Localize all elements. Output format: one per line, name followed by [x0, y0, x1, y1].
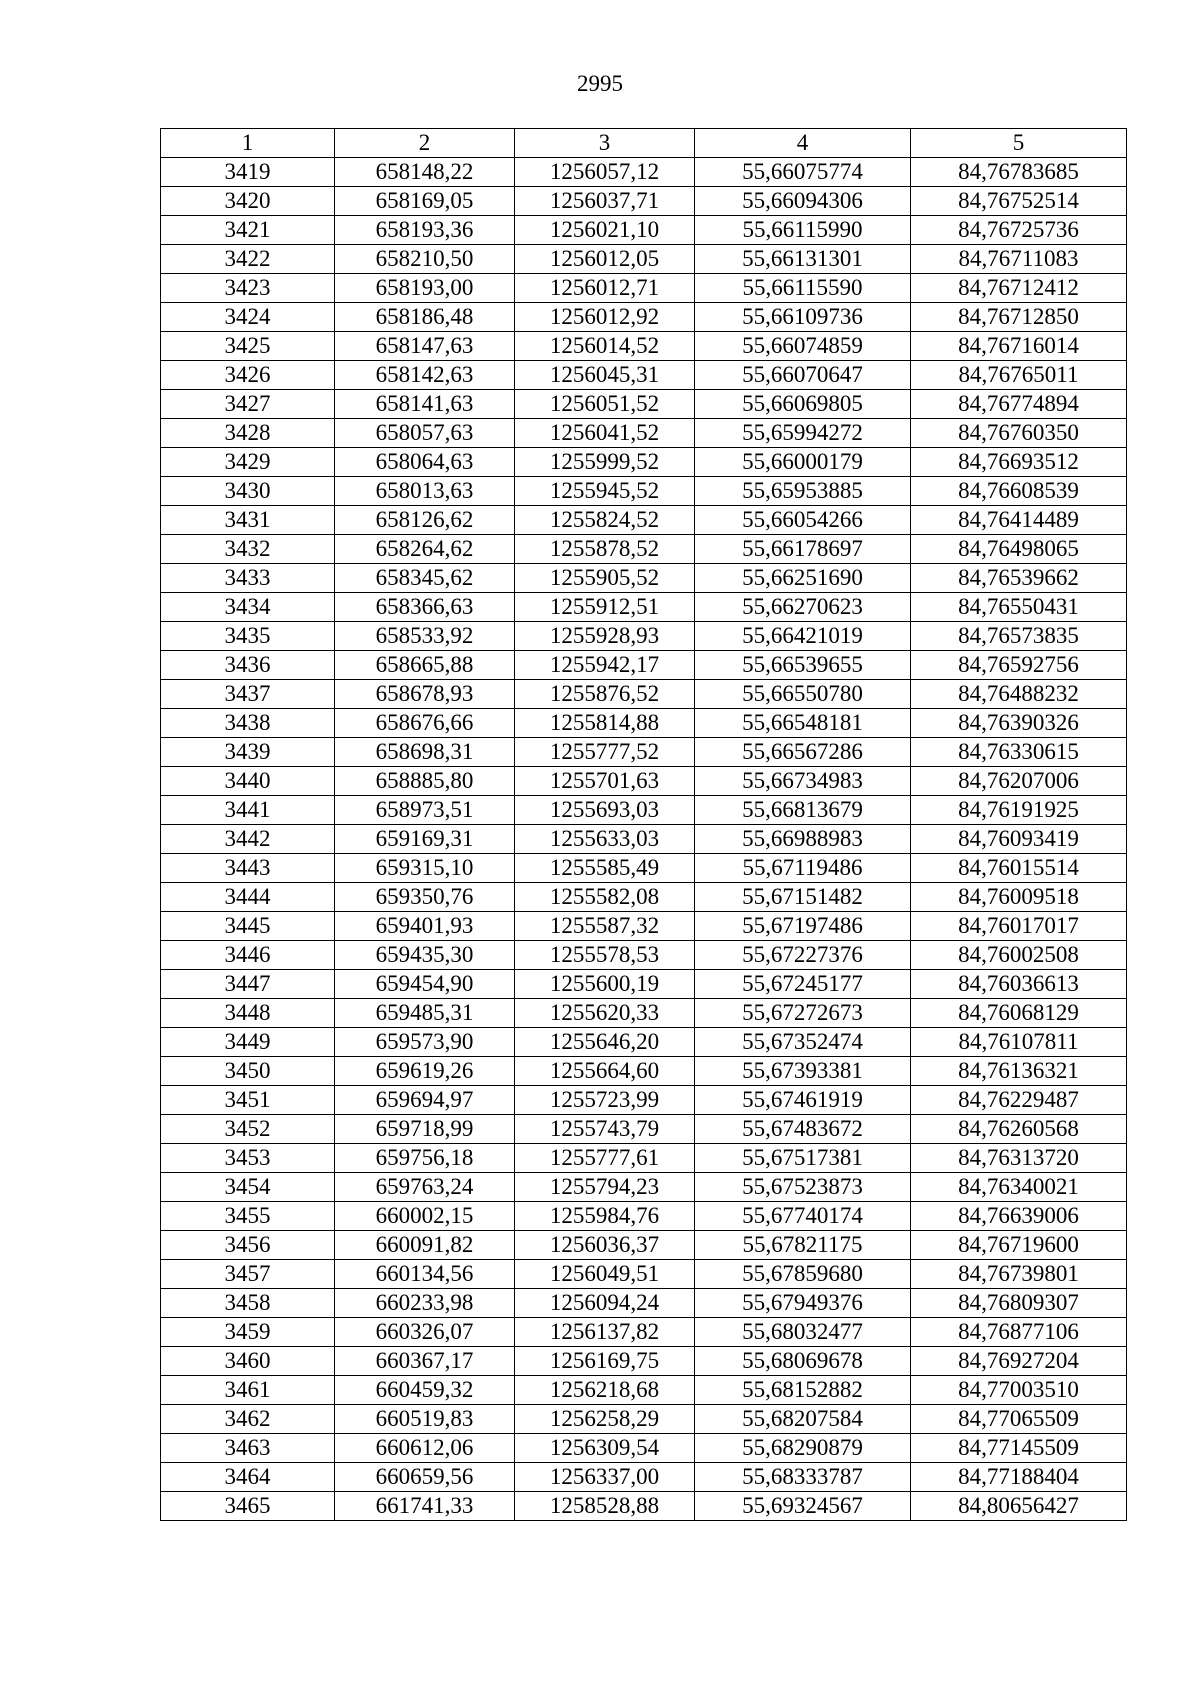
- longitude-cell: 84,76592756: [911, 651, 1127, 680]
- x-coordinate-cell: 658345,62: [335, 564, 515, 593]
- x-coordinate-cell: 658665,88: [335, 651, 515, 680]
- point-number-cell: 3444: [161, 883, 335, 912]
- point-number-cell: 3451: [161, 1086, 335, 1115]
- longitude-cell: 84,76136321: [911, 1057, 1127, 1086]
- table-row: [161, 274, 1127, 303]
- longitude-cell: 84,76488232: [911, 680, 1127, 709]
- latitude-cell: 55,67461919: [695, 1086, 911, 1115]
- x-coordinate-cell: 660459,32: [335, 1376, 515, 1405]
- column-header-1: 1: [161, 129, 335, 158]
- longitude-cell: 84,76093419: [911, 825, 1127, 854]
- table-row: [161, 651, 1127, 680]
- latitude-cell: 55,68069678: [695, 1347, 911, 1376]
- table-row: [161, 1434, 1127, 1463]
- y-coordinate-cell: 1256037,71: [515, 187, 695, 216]
- longitude-cell: 84,76809307: [911, 1289, 1127, 1318]
- y-coordinate-cell: 1255794,23: [515, 1173, 695, 1202]
- y-coordinate-cell: 1256036,37: [515, 1231, 695, 1260]
- y-coordinate-cell: 1255928,93: [515, 622, 695, 651]
- table-row: [161, 158, 1127, 187]
- longitude-cell: 84,76009518: [911, 883, 1127, 912]
- point-number-cell: 3458: [161, 1289, 335, 1318]
- x-coordinate-cell: 661741,33: [335, 1492, 515, 1521]
- y-coordinate-cell: 1256012,05: [515, 245, 695, 274]
- table-row: [161, 738, 1127, 767]
- longitude-cell: 84,76207006: [911, 767, 1127, 796]
- latitude-cell: 55,67352474: [695, 1028, 911, 1057]
- latitude-cell: 55,67483672: [695, 1115, 911, 1144]
- point-number-cell: 3420: [161, 187, 335, 216]
- header-row: [161, 129, 1127, 158]
- longitude-cell: 84,76107811: [911, 1028, 1127, 1057]
- y-coordinate-cell: 1255777,52: [515, 738, 695, 767]
- y-coordinate-cell: 1255578,53: [515, 941, 695, 970]
- latitude-cell: 55,66567286: [695, 738, 911, 767]
- table-row: [161, 1173, 1127, 1202]
- point-number-cell: 3438: [161, 709, 335, 738]
- point-number-cell: 3426: [161, 361, 335, 390]
- latitude-cell: 55,67740174: [695, 1202, 911, 1231]
- y-coordinate-cell: 1255999,52: [515, 448, 695, 477]
- y-coordinate-cell: 1255912,51: [515, 593, 695, 622]
- y-coordinate-cell: 1256309,54: [515, 1434, 695, 1463]
- table-row: [161, 1028, 1127, 1057]
- table-row: [161, 1115, 1127, 1144]
- y-coordinate-cell: 1256049,51: [515, 1260, 695, 1289]
- point-number-cell: 3450: [161, 1057, 335, 1086]
- latitude-cell: 55,68032477: [695, 1318, 911, 1347]
- point-number-cell: 3453: [161, 1144, 335, 1173]
- y-coordinate-cell: 1255723,99: [515, 1086, 695, 1115]
- table-row: [161, 796, 1127, 825]
- x-coordinate-cell: 658186,48: [335, 303, 515, 332]
- table-row: [161, 564, 1127, 593]
- x-coordinate-cell: 659350,76: [335, 883, 515, 912]
- latitude-cell: 55,66115590: [695, 274, 911, 303]
- table-header: [161, 129, 1127, 158]
- point-number-cell: 3455: [161, 1202, 335, 1231]
- table-row: [161, 361, 1127, 390]
- x-coordinate-cell: 658533,92: [335, 622, 515, 651]
- latitude-cell: 55,68333787: [695, 1463, 911, 1492]
- table-row: [161, 1376, 1127, 1405]
- x-coordinate-cell: 659169,31: [335, 825, 515, 854]
- y-coordinate-cell: 1256045,31: [515, 361, 695, 390]
- longitude-cell: 84,76539662: [911, 564, 1127, 593]
- table-row: [161, 767, 1127, 796]
- x-coordinate-cell: 659694,97: [335, 1086, 515, 1115]
- longitude-cell: 84,77145509: [911, 1434, 1127, 1463]
- x-coordinate-cell: 658193,00: [335, 274, 515, 303]
- table-row: [161, 1289, 1127, 1318]
- longitude-cell: 84,76036613: [911, 970, 1127, 999]
- column-header-5: 5: [911, 129, 1127, 158]
- table-row: [161, 1492, 1127, 1521]
- x-coordinate-cell: 658057,63: [335, 419, 515, 448]
- y-coordinate-cell: 1256094,24: [515, 1289, 695, 1318]
- latitude-cell: 55,67119486: [695, 854, 911, 883]
- x-coordinate-cell: 658148,22: [335, 158, 515, 187]
- x-coordinate-cell: 659401,93: [335, 912, 515, 941]
- longitude-cell: 84,76719600: [911, 1231, 1127, 1260]
- x-coordinate-cell: 658264,62: [335, 535, 515, 564]
- table-row: [161, 477, 1127, 506]
- longitude-cell: 84,76725736: [911, 216, 1127, 245]
- point-number-cell: 3464: [161, 1463, 335, 1492]
- point-number-cell: 3433: [161, 564, 335, 593]
- x-coordinate-cell: 660612,06: [335, 1434, 515, 1463]
- y-coordinate-cell: 1255905,52: [515, 564, 695, 593]
- longitude-cell: 84,76229487: [911, 1086, 1127, 1115]
- y-coordinate-cell: 1255876,52: [515, 680, 695, 709]
- point-number-cell: 3452: [161, 1115, 335, 1144]
- longitude-cell: 84,77003510: [911, 1376, 1127, 1405]
- table-row: [161, 332, 1127, 361]
- y-coordinate-cell: 1255701,63: [515, 767, 695, 796]
- table-row: [161, 941, 1127, 970]
- point-number-cell: 3429: [161, 448, 335, 477]
- longitude-cell: 84,76739801: [911, 1260, 1127, 1289]
- column-header-4: 4: [695, 129, 911, 158]
- latitude-cell: 55,66550780: [695, 680, 911, 709]
- table-row: [161, 1347, 1127, 1376]
- table-row: [161, 1086, 1127, 1115]
- latitude-cell: 55,66251690: [695, 564, 911, 593]
- longitude-cell: 84,76712850: [911, 303, 1127, 332]
- y-coordinate-cell: 1256218,68: [515, 1376, 695, 1405]
- table-row: [161, 622, 1127, 651]
- y-coordinate-cell: 1258528,88: [515, 1492, 695, 1521]
- point-number-cell: 3436: [161, 651, 335, 680]
- latitude-cell: 55,68207584: [695, 1405, 911, 1434]
- table-row: [161, 883, 1127, 912]
- table-row: [161, 854, 1127, 883]
- y-coordinate-cell: 1255587,32: [515, 912, 695, 941]
- latitude-cell: 55,67197486: [695, 912, 911, 941]
- y-coordinate-cell: 1255814,88: [515, 709, 695, 738]
- latitude-cell: 55,66548181: [695, 709, 911, 738]
- longitude-cell: 84,76498065: [911, 535, 1127, 564]
- longitude-cell: 84,76712412: [911, 274, 1127, 303]
- longitude-cell: 84,76877106: [911, 1318, 1127, 1347]
- longitude-cell: 84,76639006: [911, 1202, 1127, 1231]
- point-number-cell: 3435: [161, 622, 335, 651]
- latitude-cell: 55,67523873: [695, 1173, 911, 1202]
- latitude-cell: 55,66075774: [695, 158, 911, 187]
- latitude-cell: 55,66115990: [695, 216, 911, 245]
- latitude-cell: 55,67272673: [695, 999, 911, 1028]
- latitude-cell: 55,67821175: [695, 1231, 911, 1260]
- point-number-cell: 3446: [161, 941, 335, 970]
- longitude-cell: 84,76414489: [911, 506, 1127, 535]
- x-coordinate-cell: 658142,63: [335, 361, 515, 390]
- y-coordinate-cell: 1255743,79: [515, 1115, 695, 1144]
- point-number-cell: 3463: [161, 1434, 335, 1463]
- point-number-cell: 3428: [161, 419, 335, 448]
- x-coordinate-cell: 658193,36: [335, 216, 515, 245]
- longitude-cell: 84,76550431: [911, 593, 1127, 622]
- longitude-cell: 84,76330615: [911, 738, 1127, 767]
- table-row: [161, 535, 1127, 564]
- longitude-cell: 84,76068129: [911, 999, 1127, 1028]
- x-coordinate-cell: 658126,62: [335, 506, 515, 535]
- longitude-cell: 84,76765011: [911, 361, 1127, 390]
- y-coordinate-cell: 1256012,92: [515, 303, 695, 332]
- latitude-cell: 55,65994272: [695, 419, 911, 448]
- latitude-cell: 55,67859680: [695, 1260, 911, 1289]
- latitude-cell: 55,66069805: [695, 390, 911, 419]
- point-number-cell: 3432: [161, 535, 335, 564]
- point-number-cell: 3461: [161, 1376, 335, 1405]
- y-coordinate-cell: 1256169,75: [515, 1347, 695, 1376]
- x-coordinate-cell: 658973,51: [335, 796, 515, 825]
- x-coordinate-cell: 658678,93: [335, 680, 515, 709]
- longitude-cell: 84,76711083: [911, 245, 1127, 274]
- x-coordinate-cell: 658141,63: [335, 390, 515, 419]
- latitude-cell: 55,66421019: [695, 622, 911, 651]
- longitude-cell: 84,76760350: [911, 419, 1127, 448]
- table-row: [161, 709, 1127, 738]
- x-coordinate-cell: 658366,63: [335, 593, 515, 622]
- point-number-cell: 3439: [161, 738, 335, 767]
- y-coordinate-cell: 1255942,17: [515, 651, 695, 680]
- y-coordinate-cell: 1256057,12: [515, 158, 695, 187]
- point-number-cell: 3459: [161, 1318, 335, 1347]
- latitude-cell: 55,66988983: [695, 825, 911, 854]
- table-body: [161, 158, 1127, 1521]
- x-coordinate-cell: 660233,98: [335, 1289, 515, 1318]
- table-row: [161, 1260, 1127, 1289]
- latitude-cell: 55,66734983: [695, 767, 911, 796]
- x-coordinate-cell: 658169,05: [335, 187, 515, 216]
- x-coordinate-cell: 660326,07: [335, 1318, 515, 1347]
- y-coordinate-cell: 1255664,60: [515, 1057, 695, 1086]
- y-coordinate-cell: 1255585,49: [515, 854, 695, 883]
- longitude-cell: 84,76015514: [911, 854, 1127, 883]
- point-number-cell: 3423: [161, 274, 335, 303]
- x-coordinate-cell: 658013,63: [335, 477, 515, 506]
- latitude-cell: 55,69324567: [695, 1492, 911, 1521]
- x-coordinate-cell: 660659,56: [335, 1463, 515, 1492]
- longitude-cell: 84,76608539: [911, 477, 1127, 506]
- table-row: [161, 448, 1127, 477]
- table-row: [161, 1318, 1127, 1347]
- x-coordinate-cell: 658064,63: [335, 448, 515, 477]
- point-number-cell: 3449: [161, 1028, 335, 1057]
- point-number-cell: 3454: [161, 1173, 335, 1202]
- page-number: 2995: [577, 71, 623, 96]
- x-coordinate-cell: 658698,31: [335, 738, 515, 767]
- longitude-cell: 84,76716014: [911, 332, 1127, 361]
- table-row: [161, 506, 1127, 535]
- longitude-cell: 84,76693512: [911, 448, 1127, 477]
- table-row: [161, 390, 1127, 419]
- latitude-cell: 55,67949376: [695, 1289, 911, 1318]
- point-number-cell: 3422: [161, 245, 335, 274]
- y-coordinate-cell: 1256021,10: [515, 216, 695, 245]
- y-coordinate-cell: 1255777,61: [515, 1144, 695, 1173]
- y-coordinate-cell: 1256012,71: [515, 274, 695, 303]
- table-row: [161, 1202, 1127, 1231]
- latitude-cell: 55,66074859: [695, 332, 911, 361]
- y-coordinate-cell: 1255878,52: [515, 535, 695, 564]
- y-coordinate-cell: 1255693,03: [515, 796, 695, 825]
- point-number-cell: 3456: [161, 1231, 335, 1260]
- latitude-cell: 55,66109736: [695, 303, 911, 332]
- table-row: [161, 216, 1127, 245]
- longitude-cell: 84,76783685: [911, 158, 1127, 187]
- latitude-cell: 55,67245177: [695, 970, 911, 999]
- table-row: [161, 1463, 1127, 1492]
- x-coordinate-cell: 658210,50: [335, 245, 515, 274]
- point-number-cell: 3465: [161, 1492, 335, 1521]
- column-header-3: 3: [515, 129, 695, 158]
- x-coordinate-cell: 659315,10: [335, 854, 515, 883]
- latitude-cell: 55,66539655: [695, 651, 911, 680]
- table-row: [161, 187, 1127, 216]
- longitude-cell: 84,76340021: [911, 1173, 1127, 1202]
- table-row: [161, 912, 1127, 941]
- x-coordinate-cell: 660367,17: [335, 1347, 515, 1376]
- x-coordinate-cell: 658885,80: [335, 767, 515, 796]
- latitude-cell: 55,66070647: [695, 361, 911, 390]
- y-coordinate-cell: 1256051,52: [515, 390, 695, 419]
- point-number-cell: 3460: [161, 1347, 335, 1376]
- x-coordinate-cell: 659718,99: [335, 1115, 515, 1144]
- point-number-cell: 3425: [161, 332, 335, 361]
- y-coordinate-cell: 1255600,19: [515, 970, 695, 999]
- longitude-cell: 84,76017017: [911, 912, 1127, 941]
- latitude-cell: 55,67517381: [695, 1144, 911, 1173]
- point-number-cell: 3457: [161, 1260, 335, 1289]
- table-row: [161, 1144, 1127, 1173]
- x-coordinate-cell: 658676,66: [335, 709, 515, 738]
- latitude-cell: 55,65953885: [695, 477, 911, 506]
- longitude-cell: 84,76774894: [911, 390, 1127, 419]
- point-number-cell: 3419: [161, 158, 335, 187]
- longitude-cell: 84,80656427: [911, 1492, 1127, 1521]
- point-number-cell: 3431: [161, 506, 335, 535]
- x-coordinate-cell: 660091,82: [335, 1231, 515, 1260]
- table-row: [161, 970, 1127, 999]
- x-coordinate-cell: 659619,26: [335, 1057, 515, 1086]
- y-coordinate-cell: 1255620,33: [515, 999, 695, 1028]
- latitude-cell: 55,66270623: [695, 593, 911, 622]
- point-number-cell: 3443: [161, 854, 335, 883]
- point-number-cell: 3442: [161, 825, 335, 854]
- table-row: [161, 419, 1127, 448]
- longitude-cell: 84,77188404: [911, 1463, 1127, 1492]
- table-row: [161, 1057, 1127, 1086]
- y-coordinate-cell: 1255824,52: [515, 506, 695, 535]
- table-row: [161, 245, 1127, 274]
- longitude-cell: 84,76191925: [911, 796, 1127, 825]
- table-row: [161, 680, 1127, 709]
- longitude-cell: 84,77065509: [911, 1405, 1127, 1434]
- longitude-cell: 84,76927204: [911, 1347, 1127, 1376]
- y-coordinate-cell: 1255646,20: [515, 1028, 695, 1057]
- latitude-cell: 55,66094306: [695, 187, 911, 216]
- longitude-cell: 84,76573835: [911, 622, 1127, 651]
- y-coordinate-cell: 1255582,08: [515, 883, 695, 912]
- y-coordinate-cell: 1256258,29: [515, 1405, 695, 1434]
- table-row: [161, 593, 1127, 622]
- point-number-cell: 3421: [161, 216, 335, 245]
- x-coordinate-cell: 659573,90: [335, 1028, 515, 1057]
- latitude-cell: 55,66813679: [695, 796, 911, 825]
- x-coordinate-cell: 659763,24: [335, 1173, 515, 1202]
- point-number-cell: 3427: [161, 390, 335, 419]
- longitude-cell: 84,76260568: [911, 1115, 1127, 1144]
- point-number-cell: 3447: [161, 970, 335, 999]
- latitude-cell: 55,66178697: [695, 535, 911, 564]
- x-coordinate-cell: 659485,31: [335, 999, 515, 1028]
- x-coordinate-cell: 659454,90: [335, 970, 515, 999]
- point-number-cell: 3437: [161, 680, 335, 709]
- longitude-cell: 84,76390326: [911, 709, 1127, 738]
- table-row: [161, 303, 1127, 332]
- longitude-cell: 84,76002508: [911, 941, 1127, 970]
- table-row: [161, 999, 1127, 1028]
- table-row: [161, 1231, 1127, 1260]
- x-coordinate-cell: 659435,30: [335, 941, 515, 970]
- y-coordinate-cell: 1256014,52: [515, 332, 695, 361]
- point-number-cell: 3424: [161, 303, 335, 332]
- y-coordinate-cell: 1256041,52: [515, 419, 695, 448]
- point-number-cell: 3430: [161, 477, 335, 506]
- x-coordinate-cell: 660134,56: [335, 1260, 515, 1289]
- latitude-cell: 55,68290879: [695, 1434, 911, 1463]
- x-coordinate-cell: 660002,15: [335, 1202, 515, 1231]
- point-number-cell: 3434: [161, 593, 335, 622]
- latitude-cell: 55,66054266: [695, 506, 911, 535]
- y-coordinate-cell: 1255984,76: [515, 1202, 695, 1231]
- point-number-cell: 3441: [161, 796, 335, 825]
- table-row: [161, 1405, 1127, 1434]
- point-number-cell: 3440: [161, 767, 335, 796]
- column-header-2: 2: [335, 129, 515, 158]
- coordinates-table: [160, 128, 1127, 1521]
- x-coordinate-cell: 659756,18: [335, 1144, 515, 1173]
- longitude-cell: 84,76313720: [911, 1144, 1127, 1173]
- y-coordinate-cell: 1256337,00: [515, 1463, 695, 1492]
- x-coordinate-cell: 660519,83: [335, 1405, 515, 1434]
- latitude-cell: 55,67151482: [695, 883, 911, 912]
- y-coordinate-cell: 1256137,82: [515, 1318, 695, 1347]
- latitude-cell: 55,68152882: [695, 1376, 911, 1405]
- point-number-cell: 3462: [161, 1405, 335, 1434]
- latitude-cell: 55,67393381: [695, 1057, 911, 1086]
- longitude-cell: 84,76752514: [911, 187, 1127, 216]
- latitude-cell: 55,67227376: [695, 941, 911, 970]
- y-coordinate-cell: 1255945,52: [515, 477, 695, 506]
- latitude-cell: 55,66000179: [695, 448, 911, 477]
- y-coordinate-cell: 1255633,03: [515, 825, 695, 854]
- point-number-cell: 3448: [161, 999, 335, 1028]
- latitude-cell: 55,66131301: [695, 245, 911, 274]
- x-coordinate-cell: 658147,63: [335, 332, 515, 361]
- point-number-cell: 3445: [161, 912, 335, 941]
- table-row: [161, 825, 1127, 854]
